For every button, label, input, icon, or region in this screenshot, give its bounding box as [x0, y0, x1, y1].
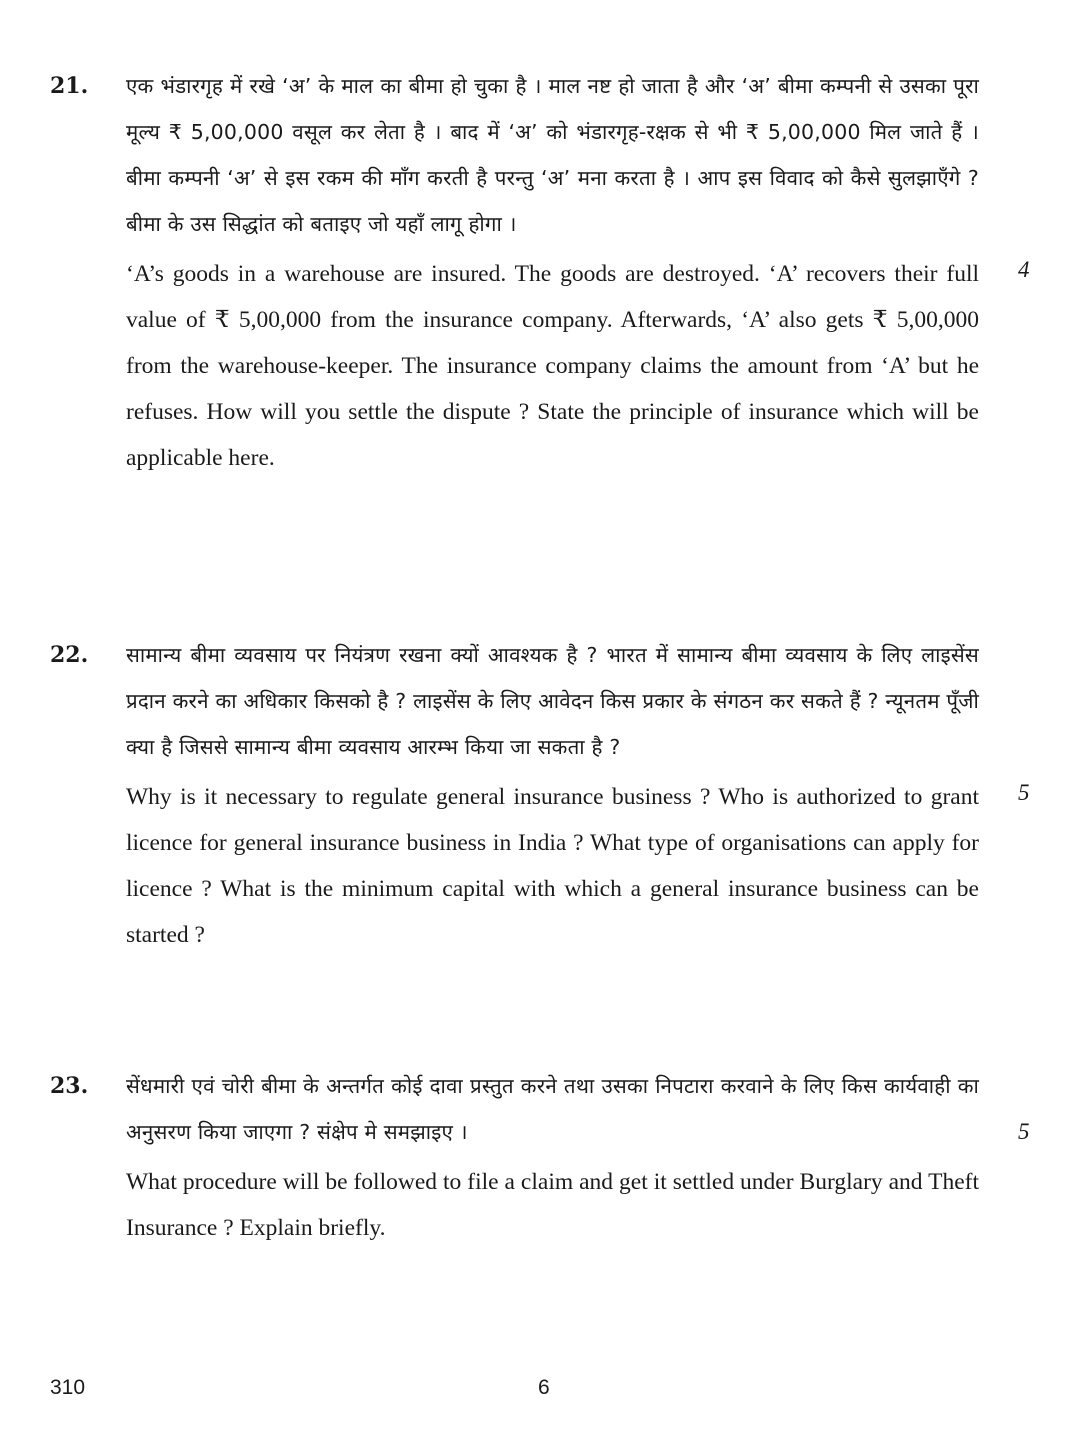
question-text-hindi: सामान्य बीमा व्यवसाय पर नियंत्रण रखना क्यों आवश्यक है ? भारत में सामान्य बीमा व्यवसाय के लिए लाइसेंस प्रदान करने का अधिकार किसको है ? लाइसेंस के लिए आवेदन किस प्रकार के संगठन कर सकते हैं ? न्यूनतम पूँजी क्या है जिससे सामान्य बीमा व्यवसाय आरम्भ किया जा सकता है ? [126, 643, 979, 759]
page-number: 6 [538, 1376, 550, 1399]
question-number: 21. [50, 73, 89, 99]
question-text-english: ‘A’s goods in a warehouse are insured. The goods are destroyed. ‘A’ recovers their full value of ₹ 5,00,000 from the insurance company. Afterwards, ‘A’ also gets ₹ 5,00,000 from the warehouse-keeper. The insurance company claims the amount from ‘A’ but he refuses. How will you settle the dispute ? State the principle of insurance which will be applicable here. [126, 261, 979, 471]
question-text-english: Why is it necessary to regulate general insurance business ? Who is authorized to grant licence for general insurance business in India ? What type of organisations can apply for licence ? What is the minimum capital with which a general insurance business can be started ? [126, 784, 979, 948]
question-text-hindi: सेंधमारी एवं चोरी बीमा के अन्तर्गत कोई दावा प्रस्तुत करने तथा उसका निपटारा करवाने के लिए किस कार्यवाही का अनुसरण किया जाएगा ? संक्षेप मे समझाइए । [126, 1074, 979, 1144]
question-marks: 5 [1018, 780, 1030, 805]
question-text-hindi: एक भंडारगृह में रखे ‘अ’ के माल का बीमा हो चुका है । माल नष्ट हो जाता है और ‘अ’ बीमा कम्पनी से उसका पूरा मूल्य ₹ 5,00,000 वसूल कर लेता है । बाद में ‘अ’ को भंडारगृह-रक्षक से भी ₹ 5,00,000 मिल जाते हैं । बीमा कम्पनी ‘अ’ से इस रकम की माँग करती है परन्तु ‘अ’ मना करता है । आप इस विवाद को कैसे सुलझाएँगे ? बीमा के उस सिद्धांत को बताइए जो यहाँ लागू होगा । [126, 74, 979, 236]
question-body [126, 1063, 979, 1251]
paper-code: 310 [50, 1376, 86, 1399]
question-number: 22. [50, 642, 89, 668]
question-body [126, 63, 979, 481]
question-text-english: What procedure will be followed to file a claim and get it settled under Burglary and Theft Insurance ? Explain briefly. [126, 1169, 979, 1241]
question-body [126, 632, 979, 958]
question-marks: 5 [1018, 1119, 1030, 1144]
question-number: 23. [50, 1073, 89, 1099]
question-marks: 4 [1018, 257, 1030, 282]
